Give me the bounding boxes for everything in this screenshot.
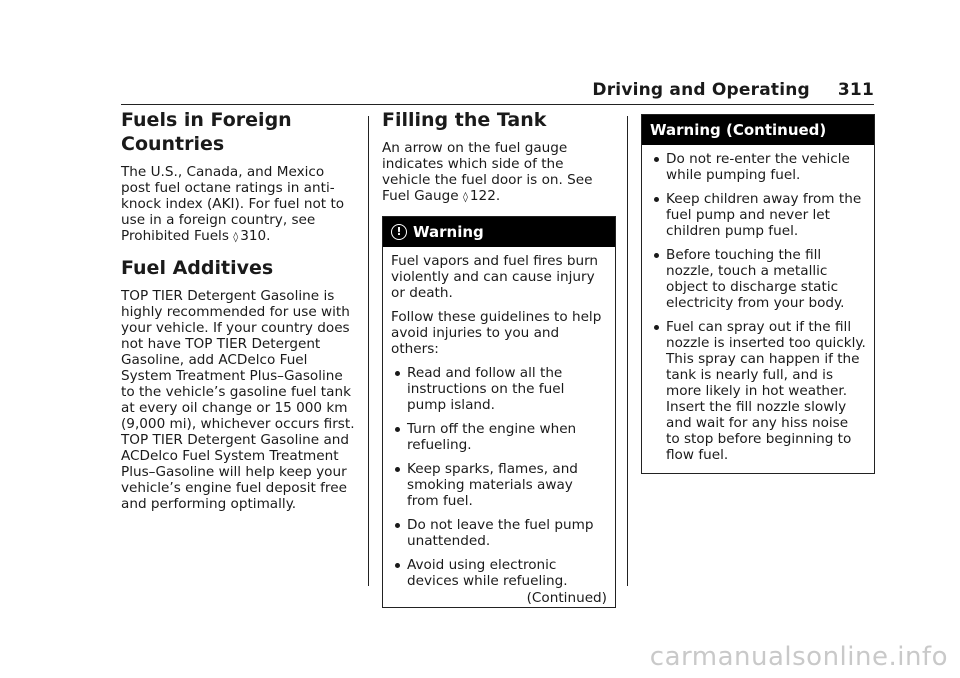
list-item: Fuel can spray out if the fill nozzle is inserted too quickly. This spray can happen if the tank is nearly full, and is more likely in hot weather. Insert the fill nozzle slowly and wait for any hiss noise to stop before beginning to flow fuel. xyxy=(650,319,866,463)
watermark: carmanualsonline.info xyxy=(649,642,948,672)
column-3 xyxy=(641,108,875,474)
xref-arrow-icon: ◊ xyxy=(462,192,468,203)
paragraph-fuels-foreign: The U.S., Canada, and Mexico post fuel octane ratings in anti-knock index (AKI). For fuel not to use in a foreign country, see Prohibited Fuels ◊ 310. xyxy=(121,164,345,244)
paragraph-fuel-additives: TOP TIER Detergent Gasoline is highly recommended for use with your vehicle. If your country does not have TOP TIER Detergent Gasoline, add ACDelco Fuel System Treatment Plus–Gasoline to the vehicle’s gasoline fuel tank at every oil change or 15 000 km (9,000 mi), whichever occurs first. TOP TIER Detergent Gasoline and ACDelco Fuel System Treatment Plus–Gasoline will help keep your vehicle’s engine fuel deposit free and performing optimally. xyxy=(121,288,355,512)
heading-filling-tank: Filling the Tank xyxy=(382,109,547,131)
column-2 xyxy=(382,108,616,608)
warning-box-continued xyxy=(641,114,875,474)
warning-list xyxy=(391,365,607,589)
warning-list xyxy=(650,151,866,463)
list-item: Avoid using electronic devices while refueling. xyxy=(391,557,607,589)
xref-arrow-icon: ◊ xyxy=(233,232,239,243)
column-divider-2 xyxy=(627,116,628,586)
warning-body xyxy=(383,247,615,607)
warning-icon: ! xyxy=(391,224,407,240)
warning-title: Warning (Continued) xyxy=(650,121,827,139)
header-rule xyxy=(121,104,874,105)
list-item: Keep children away from the fuel pump and never let children pump fuel. xyxy=(650,191,866,239)
warning-header xyxy=(642,115,874,145)
paragraph-filling-tank: An arrow on the fuel gauge indicates which side of the vehicle the fuel door is on. See Fuel Gauge ◊ 122. xyxy=(382,140,593,204)
heading-fuels-foreign: Fuels in Foreign Countries xyxy=(121,109,292,155)
page-number: 311 xyxy=(837,80,874,100)
column-1 xyxy=(121,108,356,520)
warning-title: Warning xyxy=(413,223,484,241)
column-divider-1 xyxy=(368,116,369,586)
list-item: Turn off the engine when refueling. xyxy=(391,421,607,453)
warning-paragraph: Follow these guidelines to help avoid injuries to you and others: xyxy=(391,309,602,357)
xref-prohibited-fuels[interactable]: 310. xyxy=(240,228,271,244)
list-item: Do not re-enter the vehicle while pumping fuel. xyxy=(650,151,866,183)
warning-box xyxy=(382,216,616,608)
list-item: Do not leave the fuel pump unattended. xyxy=(391,517,607,549)
running-header xyxy=(592,80,874,100)
section-title: Driving and Operating xyxy=(592,80,810,100)
warning-header xyxy=(383,217,615,247)
list-item: Keep sparks, flames, and smoking materials away from fuel. xyxy=(391,461,607,509)
xref-fuel-gauge[interactable]: 122. xyxy=(469,188,501,204)
heading-fuel-additives: Fuel Additives xyxy=(121,257,274,279)
continued-label: (Continued) xyxy=(526,590,607,606)
list-item: Read and follow all the instructions on the fuel pump island. xyxy=(391,365,607,413)
warning-paragraph: Fuel vapors and fuel fires burn violently and can cause injury or death. xyxy=(391,253,599,301)
list-item: Before touching the fill nozzle, touch a metallic object to discharge static electricity from your body. xyxy=(650,247,866,311)
warning-body xyxy=(642,145,874,473)
